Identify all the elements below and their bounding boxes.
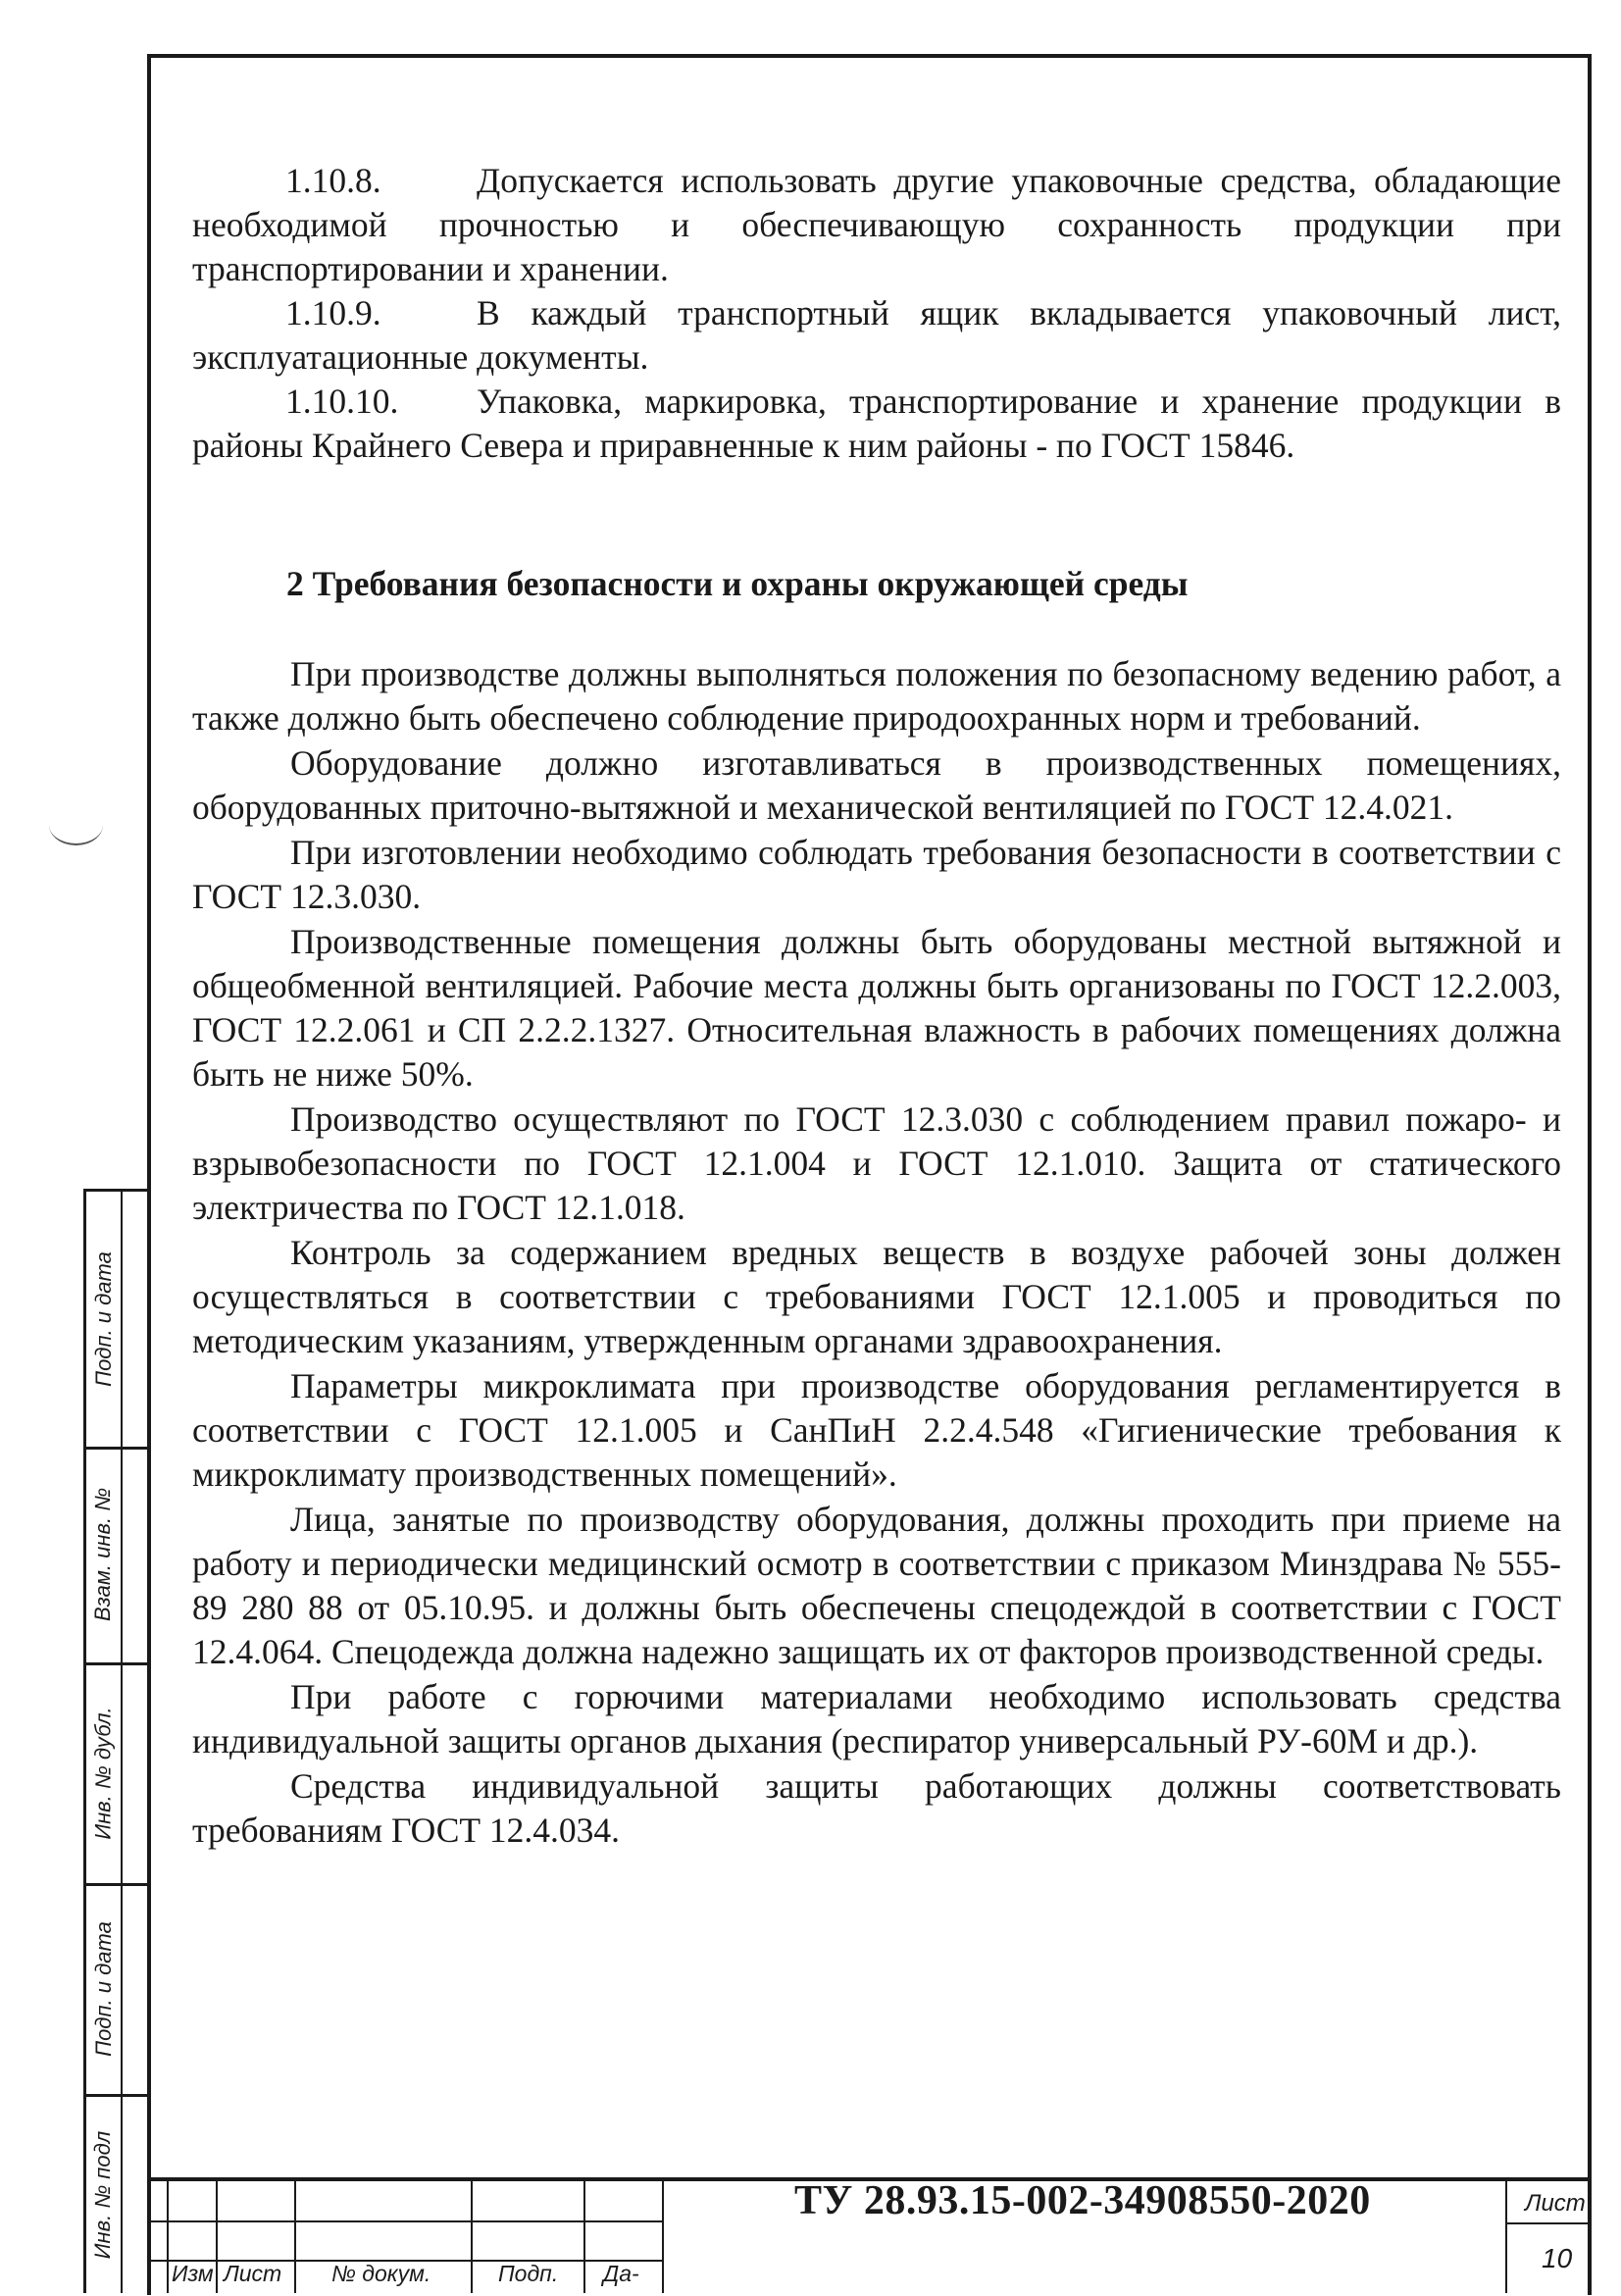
clause-text: Упаковка, маркировка, транспортирование и хранение продукции в районы Крайнего Севера и приравненные к ним районы - по ГОСТ 15846. (192, 382, 1561, 465)
side-label-replaced-inv: Взам. инв. № (90, 1487, 116, 1622)
clause-1-10-8 (192, 159, 1561, 291)
col-change-label: Изм (172, 2261, 214, 2286)
side-label-sign-date: Подп. и дата (90, 1251, 116, 1387)
paragraph: Контроль за содержанием вредных веществ в воздухе рабочей зоны должен осуществляться в соответствии с требованиями ГОСТ 12.1.005 и проводиться по методическим указаниям, утвержденным органами здравоохранения. (192, 1233, 1561, 1360)
paragraph: При производстве должны выполняться положения по безопасному ведению работ, а также должно быть обеспечено соблюдение природоохранных норм и требований. (192, 654, 1561, 738)
col-date-label: Да- (603, 2261, 639, 2286)
tb-rule (147, 2220, 662, 2222)
col-sheet-label: Лист (224, 2261, 282, 2286)
side-label-sign-date-2: Подп. и дата (90, 1920, 116, 2057)
tb-rule (1505, 2222, 1592, 2224)
clause-1-10-9 (192, 291, 1561, 380)
document-code: ТУ 28.93.15-002-34908550-2020 (794, 2178, 1371, 2223)
clauses-block (192, 159, 1561, 468)
sheet-label: Лист (1525, 2190, 1586, 2217)
paragraph: Производственные помещения должны быть оборудованы местной вытяжной и общеобменной вентиляцией. Рабочие места должны быть организованы по ГОСТ 12.2.003, ГОСТ 12.2.061 и СП 2.2.2.1327. Относительная влажность в рабочих помещениях должна быть не ниже 50%. (192, 922, 1561, 1094)
side-divider (121, 1192, 123, 2293)
col-doc-no-label: № докум. (331, 2261, 431, 2286)
tb-rule (471, 2181, 473, 2293)
side-label-duplicate-inv: Инв. № дубл. (90, 1706, 116, 1840)
sheet-number: 10 (1542, 2243, 1573, 2273)
clause-number: 1.10.10. (285, 382, 399, 421)
paragraph: Производство осуществляют по ГОСТ 12.3.030 с соблюдением правил пожаро- и взрывобезопасности по ГОСТ 12.1.004 и ГОСТ 12.1.010. Защита от статического электричества по ГОСТ 12.1.018. (192, 1099, 1561, 1227)
tb-rule (1505, 2181, 1507, 2293)
col-sign-label: Подп. (498, 2261, 559, 2286)
clause-1-10-10 (192, 380, 1561, 468)
clause-text: Допускается использовать другие упаковочные средства, обладающие необходимой прочностью и обеспечивающую сохранность продукции при транспортировании и хранении. (192, 161, 1561, 288)
paragraph: При работе с горючими материалами необходимо использовать средства индивидуальной защиты органов дыхания (респиратор универсальный РУ-60М и др.). (192, 1677, 1561, 1760)
side-stamp (83, 1189, 147, 2293)
clause-number: 1.10.9. (285, 293, 381, 332)
paragraph: При изготовлении необходимо соблюдать требования безопасности в соответствии с ГОСТ 12.3.030. (192, 833, 1561, 916)
scan-mark (49, 804, 103, 845)
paragraph: Оборудование должно изготавливаться в производственных помещениях, оборудованных приточно-вытяжной и механической вентиляцией по ГОСТ 12.4.021. (192, 743, 1561, 827)
paragraph: Средства индивидуальной защиты работающих должны соответствовать требованиям ГОСТ 12.4.034. (192, 1766, 1561, 1850)
tb-rule (662, 2181, 664, 2293)
paragraph: Лица, занятые по производству оборудования, должны проходить при приеме на работу и периодически медицинский осмотр в соответствии с приказом Минздрава № 555-89 280 88 от 05.10.95. и должны быть обеспечены спецодеждой в соответствии с ГОСТ 12.4.064. Спецодежда должна надежно защищать их от факторов производственной среды. (192, 1500, 1561, 1671)
paragraph: Параметры микроклимата при производстве оборудования регламентируется в соответствии с ГОСТ 12.1.005 и СанПиН 2.2.4.548 «Гигиенические требования к микроклимату производственных помещений». (192, 1366, 1561, 1494)
section-body (192, 652, 1561, 1854)
tb-rule (167, 2181, 169, 2293)
tb-rule (583, 2181, 585, 2293)
tb-rule (216, 2181, 218, 2293)
tb-rule (294, 2181, 296, 2293)
clause-text: В каждый транспортный ящик вкладывается упаковочный лист, эксплуатационные документы. (192, 293, 1561, 377)
side-label-original-inv: Инв. № подл (90, 2130, 116, 2260)
clause-number: 1.10.8. (285, 161, 381, 200)
section-heading: 2 Требования безопасности и охраны окружающей среды (286, 564, 1189, 603)
